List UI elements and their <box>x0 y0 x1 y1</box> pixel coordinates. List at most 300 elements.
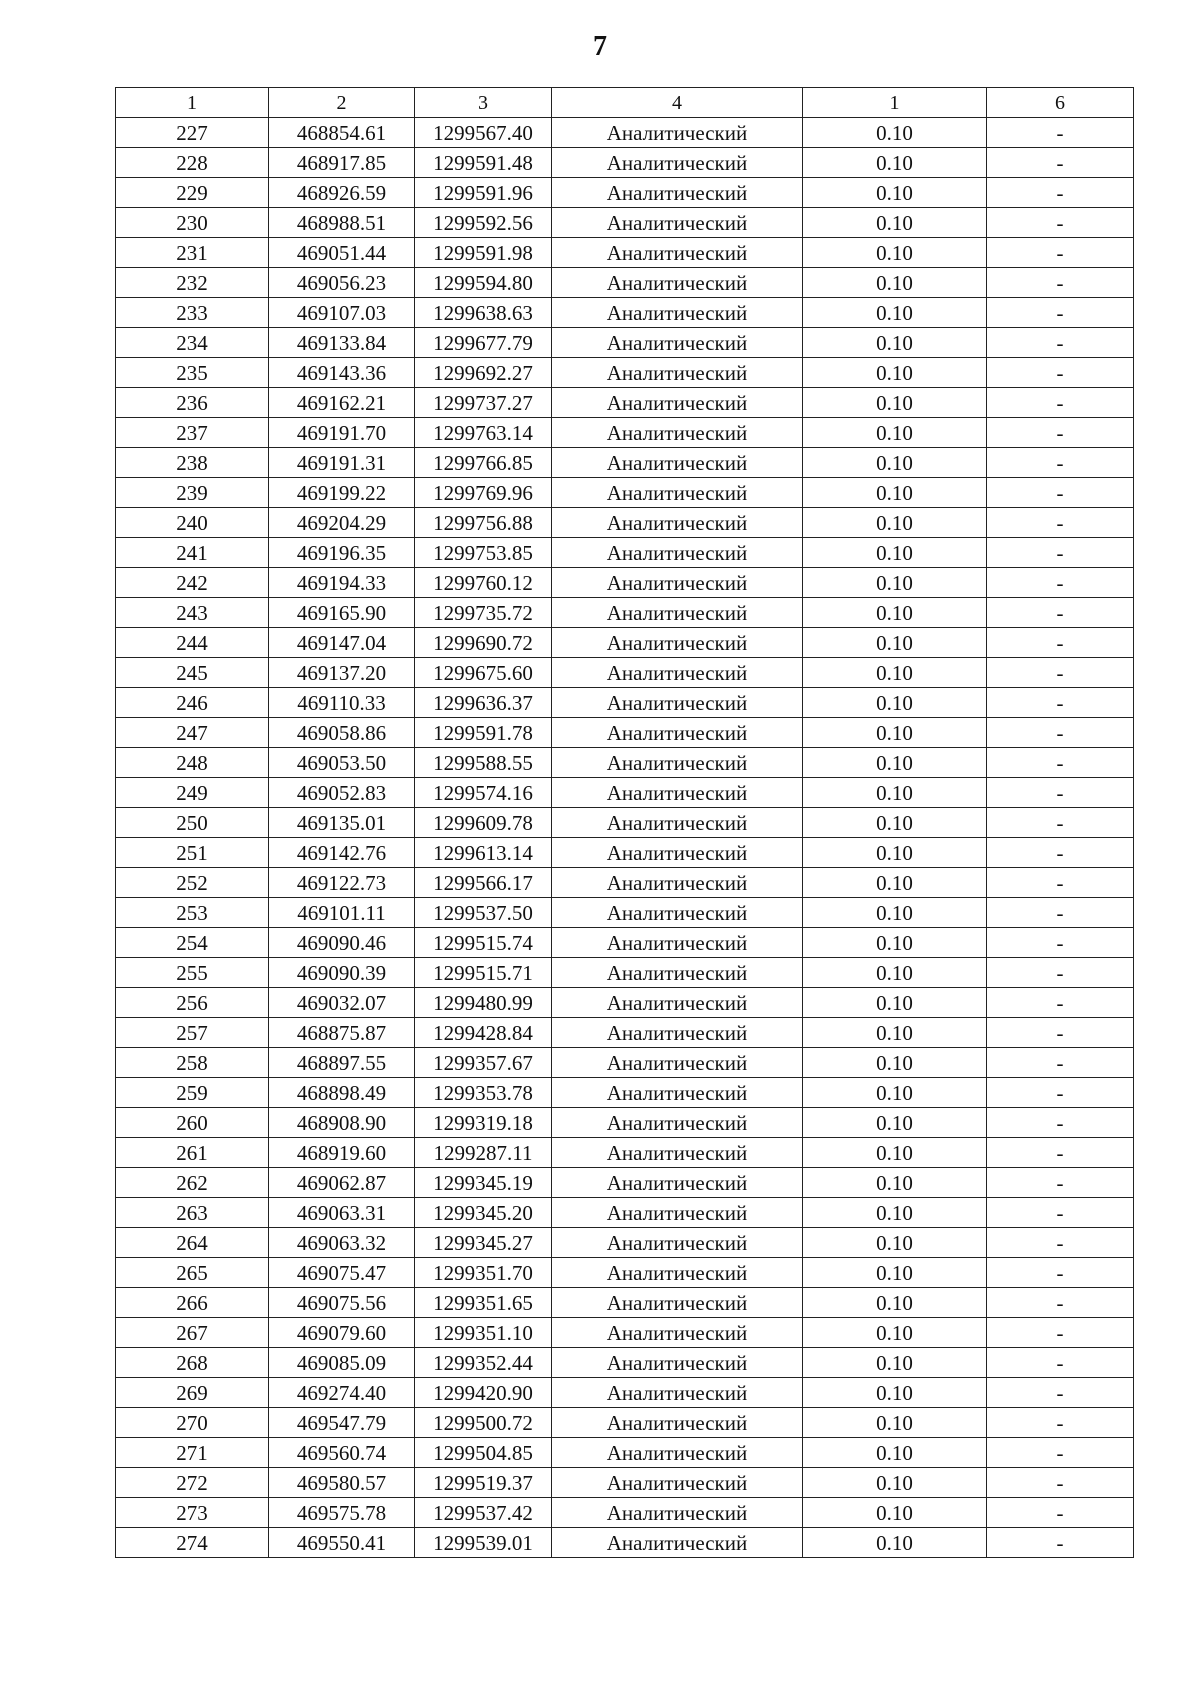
point-number-cell: 256 <box>116 988 269 1018</box>
table-row <box>116 1408 1134 1438</box>
point-number-cell: 273 <box>116 1498 269 1528</box>
method-cell: Аналитический <box>552 898 803 928</box>
y-coordinate-cell: 1299591.96 <box>415 178 552 208</box>
y-coordinate-cell: 1299480.99 <box>415 988 552 1018</box>
table-row <box>116 538 1134 568</box>
description-cell: - <box>987 1348 1134 1378</box>
point-number-cell: 235 <box>116 358 269 388</box>
point-number-cell: 229 <box>116 178 269 208</box>
point-number-cell: 253 <box>116 898 269 928</box>
description-cell: - <box>987 838 1134 868</box>
x-coordinate-cell: 469194.33 <box>269 568 415 598</box>
x-coordinate-cell: 469547.79 <box>269 1408 415 1438</box>
accuracy-cell: 0.10 <box>803 1048 987 1078</box>
table-row <box>116 1288 1134 1318</box>
table-row <box>116 268 1134 298</box>
table-row <box>116 508 1134 538</box>
method-cell: Аналитический <box>552 358 803 388</box>
table-row <box>116 1198 1134 1228</box>
accuracy-cell: 0.10 <box>803 298 987 328</box>
y-coordinate-cell: 1299766.85 <box>415 448 552 478</box>
x-coordinate-cell: 469199.22 <box>269 478 415 508</box>
table-row <box>116 718 1134 748</box>
y-coordinate-cell: 1299675.60 <box>415 658 552 688</box>
accuracy-cell: 0.10 <box>803 988 987 1018</box>
x-coordinate-cell: 469063.31 <box>269 1198 415 1228</box>
method-cell: Аналитический <box>552 988 803 1018</box>
x-coordinate-cell: 468926.59 <box>269 178 415 208</box>
method-cell: Аналитический <box>552 1168 803 1198</box>
x-coordinate-cell: 468897.55 <box>269 1048 415 1078</box>
point-number-cell: 236 <box>116 388 269 418</box>
table-row <box>116 1018 1134 1048</box>
point-number-cell: 270 <box>116 1408 269 1438</box>
description-cell: - <box>987 898 1134 928</box>
accuracy-cell: 0.10 <box>803 1528 987 1558</box>
point-number-cell: 271 <box>116 1438 269 1468</box>
x-coordinate-cell: 469101.11 <box>269 898 415 928</box>
table-row <box>116 838 1134 868</box>
y-coordinate-cell: 1299763.14 <box>415 418 552 448</box>
y-coordinate-cell: 1299351.70 <box>415 1258 552 1288</box>
y-coordinate-cell: 1299735.72 <box>415 598 552 628</box>
point-number-cell: 230 <box>116 208 269 238</box>
method-cell: Аналитический <box>552 328 803 358</box>
table-row <box>116 1078 1134 1108</box>
accuracy-cell: 0.10 <box>803 538 987 568</box>
description-cell: - <box>987 1138 1134 1168</box>
table-row <box>116 1498 1134 1528</box>
table-row <box>116 898 1134 928</box>
x-coordinate-cell: 468917.85 <box>269 148 415 178</box>
point-number-cell: 259 <box>116 1078 269 1108</box>
table-row <box>116 598 1134 628</box>
description-cell: - <box>987 1318 1134 1348</box>
description-cell: - <box>987 958 1134 988</box>
y-coordinate-cell: 1299351.10 <box>415 1318 552 1348</box>
table-row <box>116 658 1134 688</box>
y-coordinate-cell: 1299566.17 <box>415 868 552 898</box>
accuracy-cell: 0.10 <box>803 328 987 358</box>
y-coordinate-cell: 1299353.78 <box>415 1078 552 1108</box>
x-coordinate-cell: 469053.50 <box>269 748 415 778</box>
y-coordinate-cell: 1299591.98 <box>415 238 552 268</box>
y-coordinate-cell: 1299351.65 <box>415 1288 552 1318</box>
accuracy-cell: 0.10 <box>803 778 987 808</box>
x-coordinate-cell: 469032.07 <box>269 988 415 1018</box>
description-cell: - <box>987 118 1134 148</box>
method-cell: Аналитический <box>552 1138 803 1168</box>
table-row <box>116 928 1134 958</box>
y-coordinate-cell: 1299345.27 <box>415 1228 552 1258</box>
method-cell: Аналитический <box>552 1078 803 1108</box>
point-number-cell: 248 <box>116 748 269 778</box>
x-coordinate-cell: 469550.41 <box>269 1528 415 1558</box>
accuracy-cell: 0.10 <box>803 448 987 478</box>
description-cell: - <box>987 1378 1134 1408</box>
method-cell: Аналитический <box>552 1348 803 1378</box>
description-cell: - <box>987 1438 1134 1468</box>
x-coordinate-cell: 468854.61 <box>269 118 415 148</box>
y-coordinate-cell: 1299287.11 <box>415 1138 552 1168</box>
y-coordinate-cell: 1299345.20 <box>415 1198 552 1228</box>
y-coordinate-cell: 1299539.01 <box>415 1528 552 1558</box>
description-cell: - <box>987 628 1134 658</box>
accuracy-cell: 0.10 <box>803 1288 987 1318</box>
x-coordinate-cell: 469075.56 <box>269 1288 415 1318</box>
accuracy-cell: 0.10 <box>803 598 987 628</box>
description-cell: - <box>987 358 1134 388</box>
description-cell: - <box>987 1228 1134 1258</box>
header-row <box>116 88 1134 118</box>
x-coordinate-cell: 469196.35 <box>269 538 415 568</box>
x-coordinate-cell: 469090.46 <box>269 928 415 958</box>
description-cell: - <box>987 1498 1134 1528</box>
method-cell: Аналитический <box>552 1018 803 1048</box>
table-row <box>116 568 1134 598</box>
table-row <box>116 1138 1134 1168</box>
accuracy-cell: 0.10 <box>803 928 987 958</box>
table-row <box>116 1108 1134 1138</box>
accuracy-cell: 0.10 <box>803 898 987 928</box>
point-number-cell: 234 <box>116 328 269 358</box>
point-number-cell: 261 <box>116 1138 269 1168</box>
point-number-cell: 257 <box>116 1018 269 1048</box>
method-cell: Аналитический <box>552 148 803 178</box>
description-cell: - <box>987 868 1134 898</box>
point-number-cell: 262 <box>116 1168 269 1198</box>
table-row <box>116 988 1134 1018</box>
table-row <box>116 358 1134 388</box>
table-row <box>116 388 1134 418</box>
method-cell: Аналитический <box>552 688 803 718</box>
x-coordinate-cell: 469191.70 <box>269 418 415 448</box>
description-cell: - <box>987 568 1134 598</box>
description-cell: - <box>987 238 1134 268</box>
description-cell: - <box>987 1258 1134 1288</box>
y-coordinate-cell: 1299567.40 <box>415 118 552 148</box>
method-cell: Аналитический <box>552 1198 803 1228</box>
point-number-cell: 258 <box>116 1048 269 1078</box>
description-cell: - <box>987 268 1134 298</box>
table-row <box>116 778 1134 808</box>
accuracy-cell: 0.10 <box>803 718 987 748</box>
description-cell: - <box>987 748 1134 778</box>
point-number-cell: 249 <box>116 778 269 808</box>
method-cell: Аналитический <box>552 238 803 268</box>
method-cell: Аналитический <box>552 418 803 448</box>
point-number-cell: 244 <box>116 628 269 658</box>
method-cell: Аналитический <box>552 1378 803 1408</box>
accuracy-cell: 0.10 <box>803 1258 987 1288</box>
accuracy-cell: 0.10 <box>803 418 987 448</box>
method-cell: Аналитический <box>552 658 803 688</box>
description-cell: - <box>987 1018 1134 1048</box>
table-row <box>116 1378 1134 1408</box>
method-cell: Аналитический <box>552 1498 803 1528</box>
point-number-cell: 228 <box>116 148 269 178</box>
accuracy-cell: 0.10 <box>803 1408 987 1438</box>
accuracy-cell: 0.10 <box>803 958 987 988</box>
x-coordinate-cell: 468875.87 <box>269 1018 415 1048</box>
description-cell: - <box>987 388 1134 418</box>
table-row <box>116 868 1134 898</box>
x-coordinate-cell: 469051.44 <box>269 238 415 268</box>
point-number-cell: 254 <box>116 928 269 958</box>
y-coordinate-cell: 1299692.27 <box>415 358 552 388</box>
accuracy-cell: 0.10 <box>803 1198 987 1228</box>
header-cell: 2 <box>269 88 415 118</box>
method-cell: Аналитический <box>552 1258 803 1288</box>
method-cell: Аналитический <box>552 718 803 748</box>
accuracy-cell: 0.10 <box>803 1468 987 1498</box>
accuracy-cell: 0.10 <box>803 1438 987 1468</box>
description-cell: - <box>987 1408 1134 1438</box>
y-coordinate-cell: 1299420.90 <box>415 1378 552 1408</box>
method-cell: Аналитический <box>552 808 803 838</box>
y-coordinate-cell: 1299504.85 <box>415 1438 552 1468</box>
accuracy-cell: 0.10 <box>803 508 987 538</box>
y-coordinate-cell: 1299690.72 <box>415 628 552 658</box>
point-number-cell: 246 <box>116 688 269 718</box>
method-cell: Аналитический <box>552 1228 803 1258</box>
description-cell: - <box>987 688 1134 718</box>
description-cell: - <box>987 778 1134 808</box>
x-coordinate-cell: 468898.49 <box>269 1078 415 1108</box>
table-row <box>116 1528 1134 1558</box>
method-cell: Аналитический <box>552 298 803 328</box>
description-cell: - <box>987 538 1134 568</box>
description-cell: - <box>987 178 1134 208</box>
description-cell: - <box>987 928 1134 958</box>
accuracy-cell: 0.10 <box>803 568 987 598</box>
x-coordinate-cell: 469085.09 <box>269 1348 415 1378</box>
y-coordinate-cell: 1299588.55 <box>415 748 552 778</box>
y-coordinate-cell: 1299594.80 <box>415 268 552 298</box>
description-cell: - <box>987 1168 1134 1198</box>
x-coordinate-cell: 469052.83 <box>269 778 415 808</box>
table-header <box>116 88 1134 118</box>
description-cell: - <box>987 718 1134 748</box>
accuracy-cell: 0.10 <box>803 1138 987 1168</box>
accuracy-cell: 0.10 <box>803 1168 987 1198</box>
accuracy-cell: 0.10 <box>803 268 987 298</box>
x-coordinate-cell: 469165.90 <box>269 598 415 628</box>
method-cell: Аналитический <box>552 388 803 418</box>
x-coordinate-cell: 469079.60 <box>269 1318 415 1348</box>
y-coordinate-cell: 1299428.84 <box>415 1018 552 1048</box>
y-coordinate-cell: 1299519.37 <box>415 1468 552 1498</box>
accuracy-cell: 0.10 <box>803 478 987 508</box>
method-cell: Аналитический <box>552 478 803 508</box>
table-row <box>116 688 1134 718</box>
point-number-cell: 239 <box>116 478 269 508</box>
accuracy-cell: 0.10 <box>803 1108 987 1138</box>
accuracy-cell: 0.10 <box>803 748 987 778</box>
method-cell: Аналитический <box>552 1528 803 1558</box>
x-coordinate-cell: 469075.47 <box>269 1258 415 1288</box>
description-cell: - <box>987 448 1134 478</box>
point-number-cell: 241 <box>116 538 269 568</box>
accuracy-cell: 0.10 <box>803 1348 987 1378</box>
accuracy-cell: 0.10 <box>803 358 987 388</box>
point-number-cell: 272 <box>116 1468 269 1498</box>
x-coordinate-cell: 469137.20 <box>269 658 415 688</box>
x-coordinate-cell: 468919.60 <box>269 1138 415 1168</box>
x-coordinate-cell: 469090.39 <box>269 958 415 988</box>
point-number-cell: 267 <box>116 1318 269 1348</box>
y-coordinate-cell: 1299591.48 <box>415 148 552 178</box>
description-cell: - <box>987 298 1134 328</box>
point-number-cell: 233 <box>116 298 269 328</box>
method-cell: Аналитический <box>552 868 803 898</box>
table-row <box>116 418 1134 448</box>
method-cell: Аналитический <box>552 1408 803 1438</box>
method-cell: Аналитический <box>552 628 803 658</box>
description-cell: - <box>987 658 1134 688</box>
x-coordinate-cell: 469056.23 <box>269 268 415 298</box>
accuracy-cell: 0.10 <box>803 1078 987 1108</box>
y-coordinate-cell: 1299769.96 <box>415 478 552 508</box>
accuracy-cell: 0.10 <box>803 868 987 898</box>
method-cell: Аналитический <box>552 748 803 778</box>
accuracy-cell: 0.10 <box>803 388 987 418</box>
description-cell: - <box>987 598 1134 628</box>
description-cell: - <box>987 1078 1134 1108</box>
y-coordinate-cell: 1299352.44 <box>415 1348 552 1378</box>
point-number-cell: 232 <box>116 268 269 298</box>
method-cell: Аналитический <box>552 1438 803 1468</box>
method-cell: Аналитический <box>552 598 803 628</box>
table-row <box>116 118 1134 148</box>
method-cell: Аналитический <box>552 508 803 538</box>
page-number: 7 <box>593 31 607 62</box>
x-coordinate-cell: 469560.74 <box>269 1438 415 1468</box>
table-row <box>116 1318 1134 1348</box>
accuracy-cell: 0.10 <box>803 808 987 838</box>
table-row <box>116 478 1134 508</box>
point-number-cell: 264 <box>116 1228 269 1258</box>
table-row <box>116 1468 1134 1498</box>
y-coordinate-cell: 1299756.88 <box>415 508 552 538</box>
description-cell: - <box>987 1288 1134 1318</box>
point-number-cell: 251 <box>116 838 269 868</box>
x-coordinate-cell: 468988.51 <box>269 208 415 238</box>
y-coordinate-cell: 1299592.56 <box>415 208 552 238</box>
x-coordinate-cell: 469135.01 <box>269 808 415 838</box>
point-number-cell: 266 <box>116 1288 269 1318</box>
description-cell: - <box>987 1048 1134 1078</box>
accuracy-cell: 0.10 <box>803 208 987 238</box>
y-coordinate-cell: 1299677.79 <box>415 328 552 358</box>
description-cell: - <box>987 1468 1134 1498</box>
table-row <box>116 1168 1134 1198</box>
y-coordinate-cell: 1299537.42 <box>415 1498 552 1528</box>
x-coordinate-cell: 469133.84 <box>269 328 415 358</box>
x-coordinate-cell: 469143.36 <box>269 358 415 388</box>
table-row <box>116 148 1134 178</box>
y-coordinate-cell: 1299574.16 <box>415 778 552 808</box>
y-coordinate-cell: 1299357.67 <box>415 1048 552 1078</box>
header-cell: 1 <box>116 88 269 118</box>
point-number-cell: 242 <box>116 568 269 598</box>
method-cell: Аналитический <box>552 958 803 988</box>
description-cell: - <box>987 148 1134 178</box>
header-cell: 1 <box>803 88 987 118</box>
table-row <box>116 328 1134 358</box>
x-coordinate-cell: 469162.21 <box>269 388 415 418</box>
x-coordinate-cell: 469274.40 <box>269 1378 415 1408</box>
point-number-cell: 231 <box>116 238 269 268</box>
accuracy-cell: 0.10 <box>803 838 987 868</box>
point-number-cell: 238 <box>116 448 269 478</box>
point-number-cell: 255 <box>116 958 269 988</box>
method-cell: Аналитический <box>552 1468 803 1498</box>
x-coordinate-cell: 469110.33 <box>269 688 415 718</box>
point-number-cell: 263 <box>116 1198 269 1228</box>
accuracy-cell: 0.10 <box>803 1018 987 1048</box>
x-coordinate-cell: 468908.90 <box>269 1108 415 1138</box>
table-row <box>116 1438 1134 1468</box>
description-cell: - <box>987 478 1134 508</box>
y-coordinate-cell: 1299636.37 <box>415 688 552 718</box>
point-number-cell: 227 <box>116 118 269 148</box>
y-coordinate-cell: 1299537.50 <box>415 898 552 928</box>
method-cell: Аналитический <box>552 1288 803 1318</box>
table-row <box>116 808 1134 838</box>
header-cell: 6 <box>987 88 1134 118</box>
accuracy-cell: 0.10 <box>803 118 987 148</box>
y-coordinate-cell: 1299515.74 <box>415 928 552 958</box>
x-coordinate-cell: 469122.73 <box>269 868 415 898</box>
accuracy-cell: 0.10 <box>803 658 987 688</box>
x-coordinate-cell: 469191.31 <box>269 448 415 478</box>
accuracy-cell: 0.10 <box>803 688 987 718</box>
point-number-cell: 274 <box>116 1528 269 1558</box>
method-cell: Аналитический <box>552 928 803 958</box>
table-row <box>116 1258 1134 1288</box>
method-cell: Аналитический <box>552 1108 803 1138</box>
x-coordinate-cell: 469142.76 <box>269 838 415 868</box>
table-row <box>116 628 1134 658</box>
x-coordinate-cell: 469204.29 <box>269 508 415 538</box>
table-row <box>116 1048 1134 1078</box>
y-coordinate-cell: 1299319.18 <box>415 1108 552 1138</box>
x-coordinate-cell: 469062.87 <box>269 1168 415 1198</box>
point-number-cell: 247 <box>116 718 269 748</box>
table-body <box>116 118 1134 1558</box>
point-number-cell: 243 <box>116 598 269 628</box>
point-number-cell: 250 <box>116 808 269 838</box>
point-number-cell: 245 <box>116 658 269 688</box>
description-cell: - <box>987 1198 1134 1228</box>
point-number-cell: 237 <box>116 418 269 448</box>
x-coordinate-cell: 469147.04 <box>269 628 415 658</box>
accuracy-cell: 0.10 <box>803 1378 987 1408</box>
header-cell: 4 <box>552 88 803 118</box>
table-row <box>116 958 1134 988</box>
method-cell: Аналитический <box>552 1048 803 1078</box>
y-coordinate-cell: 1299500.72 <box>415 1408 552 1438</box>
method-cell: Аналитический <box>552 118 803 148</box>
y-coordinate-cell: 1299345.19 <box>415 1168 552 1198</box>
header-cell: 3 <box>415 88 552 118</box>
description-cell: - <box>987 808 1134 838</box>
table-row <box>116 1348 1134 1378</box>
point-number-cell: 269 <box>116 1378 269 1408</box>
y-coordinate-cell: 1299591.78 <box>415 718 552 748</box>
x-coordinate-cell: 469107.03 <box>269 298 415 328</box>
